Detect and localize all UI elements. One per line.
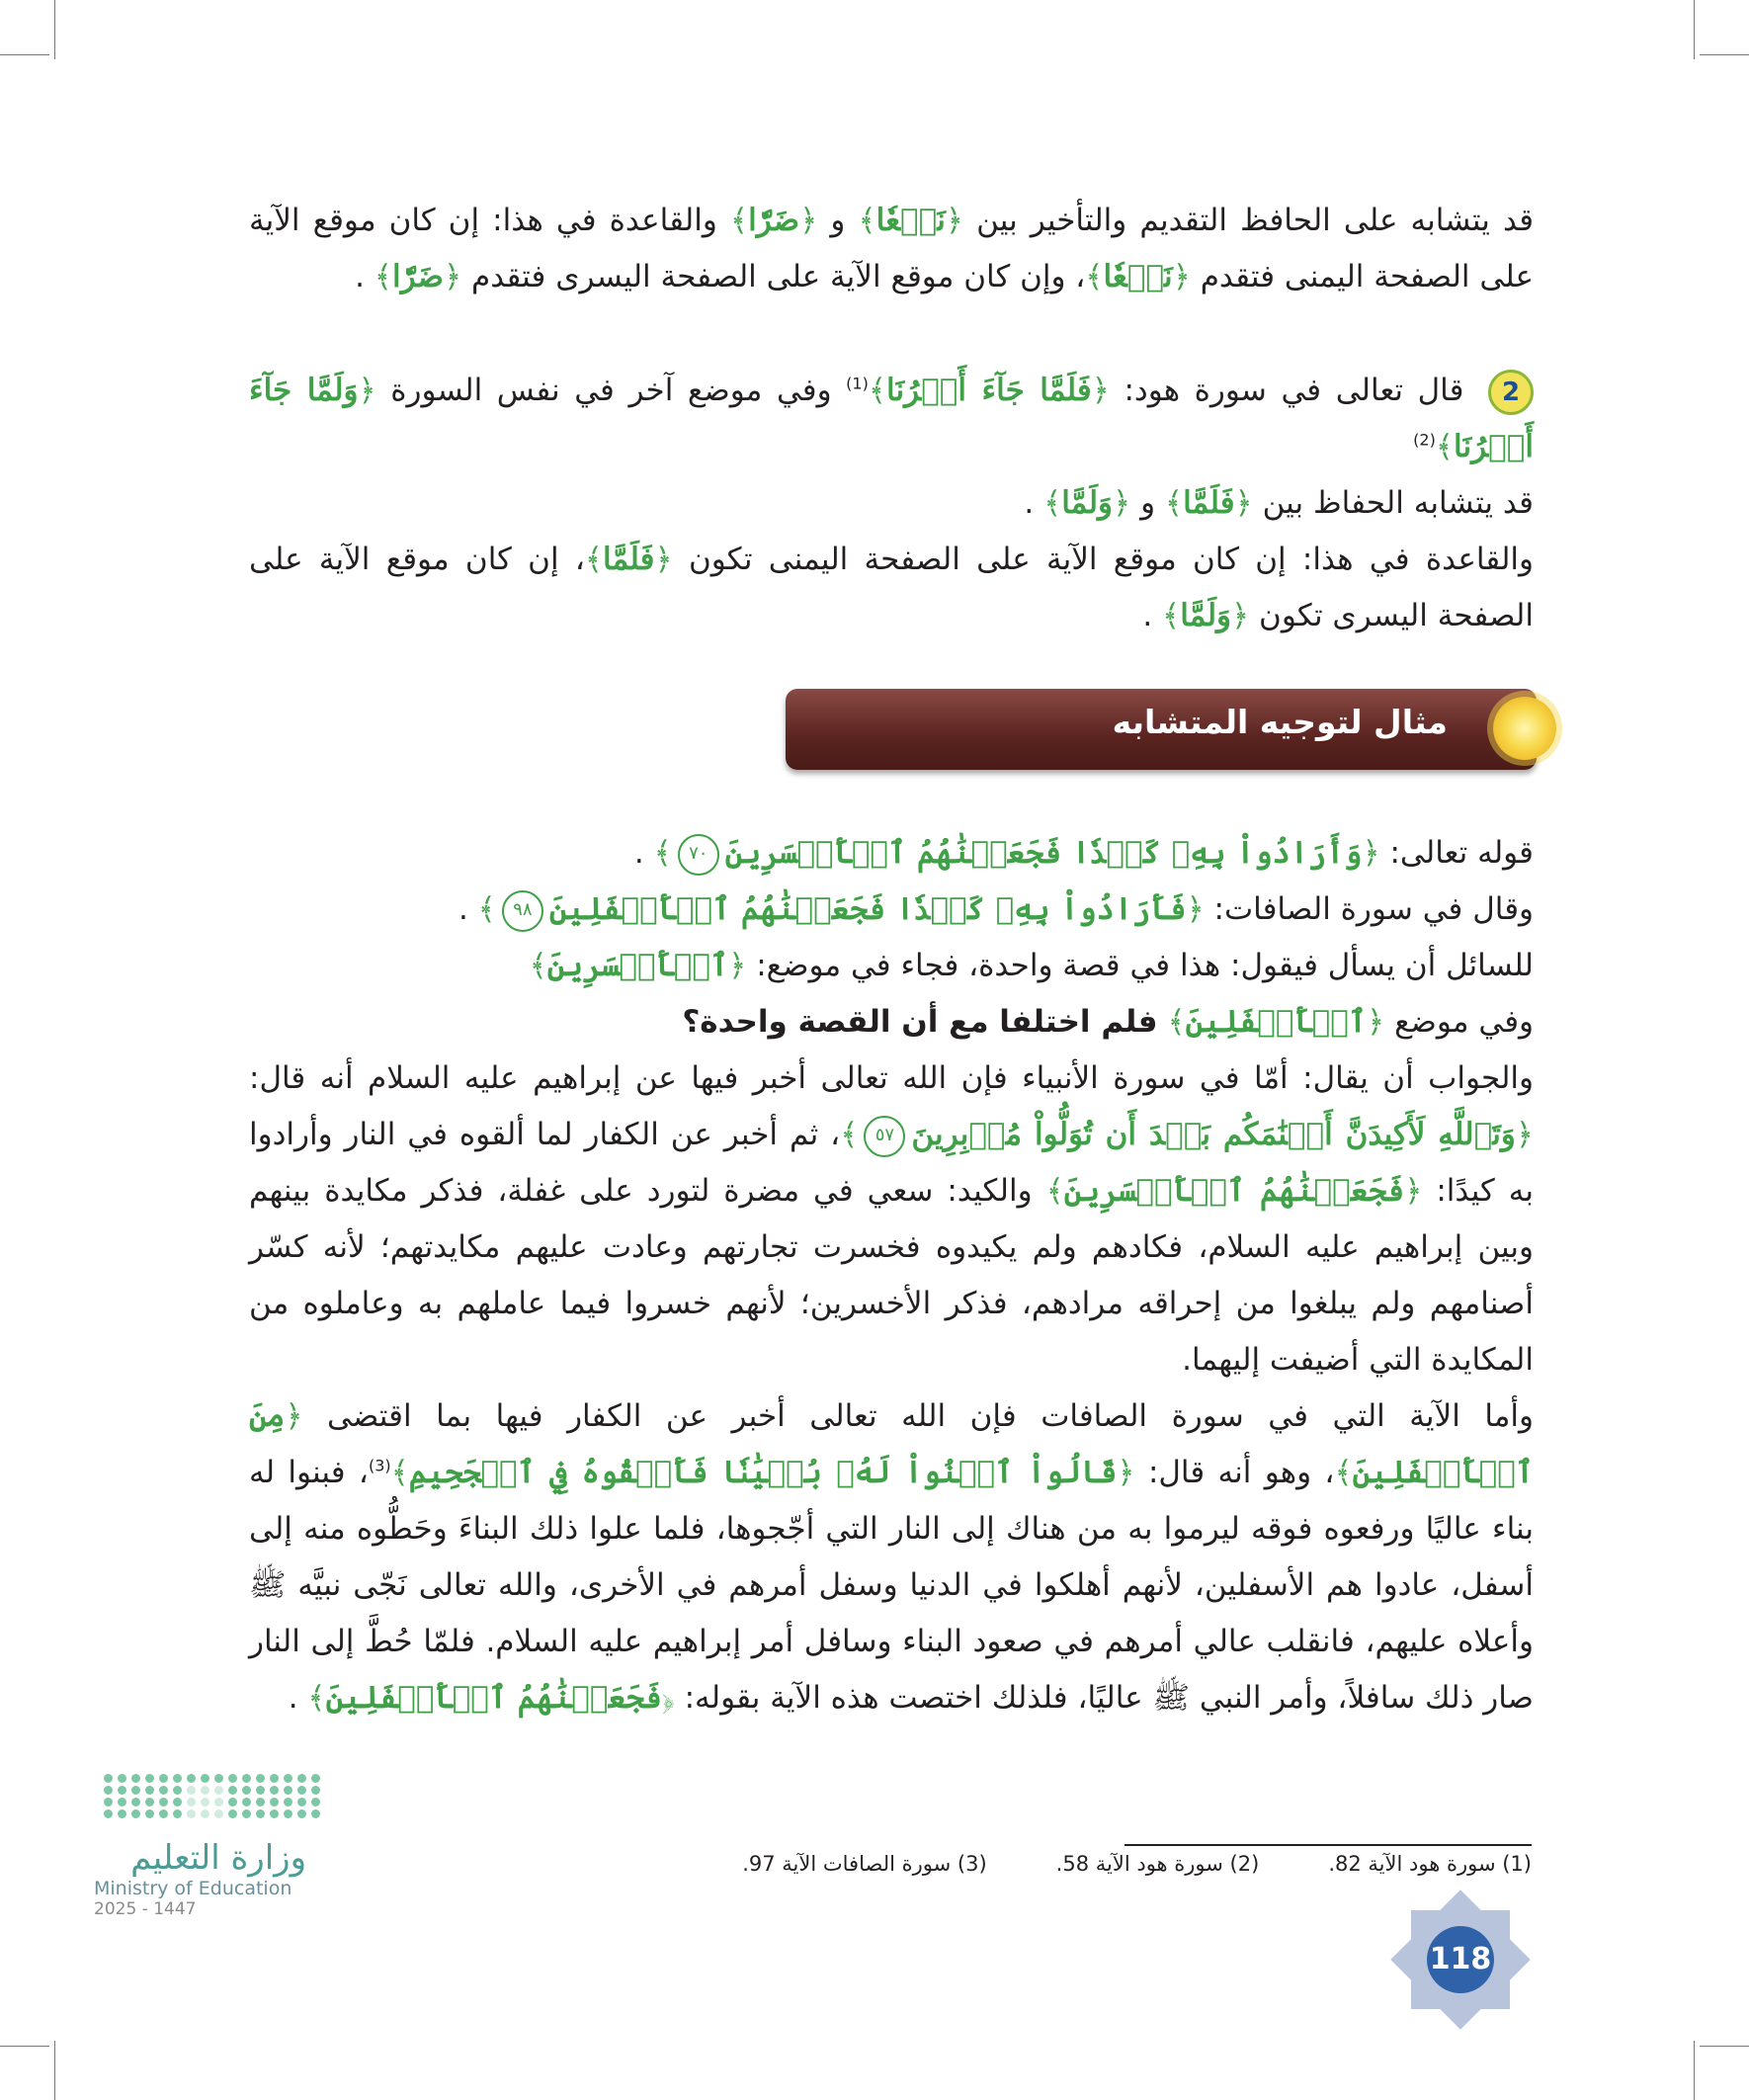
- crop-mark: [54, 0, 55, 59]
- bracket: ﴾: [584, 542, 604, 577]
- logo-dot: [270, 1798, 279, 1806]
- text: .: [1024, 485, 1035, 521]
- logo-dot: [311, 1786, 320, 1795]
- paragraph-1: [249, 193, 1534, 305]
- quran-word: نَفۡعٗا: [1103, 259, 1173, 294]
- logo-dot: [284, 1809, 292, 1818]
- bracket: ﴿: [358, 373, 376, 408]
- crop-mark: [0, 2046, 49, 2047]
- quran-verse: وَأَرَادُواْ بِهِۦ كَيۡدٗا فَجَعَلۡنَٰهُمُ ٱلۡأَخۡسَرِينَ: [724, 835, 1363, 871]
- bracket: ﴿: [444, 259, 462, 294]
- logo-dot: [256, 1798, 265, 1806]
- logo-dot: [145, 1786, 154, 1795]
- bracket: ﴿: [1186, 891, 1205, 927]
- quran-word: ضَرّٗا: [391, 259, 444, 294]
- bracket: ﴿: [1404, 1173, 1423, 1209]
- logo-dot: [311, 1774, 320, 1783]
- bracket: ﴿: [1172, 259, 1191, 294]
- logo-dot: [228, 1774, 237, 1783]
- logo-dot: [118, 1798, 126, 1806]
- main-content: [249, 193, 1534, 644]
- example-line-3: [249, 938, 1534, 994]
- logo-dot: [311, 1798, 320, 1806]
- text: قد يتشابه الحفاظ بين: [1262, 485, 1534, 521]
- footnote-3: (3) سورة الصافات الآية 97.: [742, 1852, 987, 1876]
- bracket: ﴿: [654, 542, 673, 577]
- logo-dot: [173, 1798, 182, 1806]
- logo-dot: [284, 1798, 292, 1806]
- bracket: ﴾: [390, 1455, 409, 1490]
- logo-dot: [311, 1809, 320, 1818]
- logo-dot: [214, 1798, 223, 1806]
- logo-dot: [228, 1786, 237, 1795]
- section-banner: [786, 689, 1537, 770]
- text: والقاعدة في هذا: إن كان موقع الآية على: [249, 203, 1534, 294]
- bracket: ﴿: [945, 203, 964, 238]
- logo-dot: [131, 1786, 140, 1795]
- quran-word: فَلَمَّا: [603, 542, 655, 577]
- footnote-ref: (3): [368, 1456, 391, 1475]
- logo-dot: [297, 1798, 306, 1806]
- logo-dot: [214, 1774, 223, 1783]
- text: والقاعدة في هذا: إن كان موقع الآية على الصفحة اليمنى تكون: [688, 542, 1534, 577]
- page-number-badge: [1403, 1902, 1518, 2017]
- text: قال تعالى في سورة هود:: [1124, 373, 1464, 408]
- bracket: ﴿: [1117, 1455, 1135, 1490]
- quran-verse: وَلَمَّا جَآءَ أَمۡرُنَا: [249, 373, 1534, 464]
- logo-dot: [297, 1809, 306, 1818]
- bracket: ﴾: [1043, 485, 1062, 521]
- logo-dot: [256, 1774, 265, 1783]
- text: الصفحة اليمنى فتقدم: [1200, 259, 1470, 294]
- quran-word: ضَرّٗا: [748, 203, 800, 238]
- logo-dot: [297, 1774, 306, 1783]
- bracket: ﴾: [1162, 598, 1181, 633]
- logo-dot: [270, 1809, 279, 1818]
- bracket: ﴾: [653, 835, 672, 871]
- crop-mark: [1694, 2041, 1695, 2100]
- text: ، وإن كان موقع الآية على الصفحة اليسرى فتقدم: [471, 259, 1086, 294]
- bracket: ﴿: [1231, 598, 1250, 633]
- quran-verse: فَجَعَلۡنَٰهُمُ ٱلۡأَخۡسَرِينَ: [1063, 1173, 1405, 1209]
- logo-dot: [214, 1786, 223, 1795]
- text: اليسرى تكون: [1259, 598, 1428, 633]
- logo-dot: [159, 1774, 168, 1783]
- bracket: ﴾: [477, 891, 496, 927]
- example-content: [249, 825, 1534, 1726]
- logo-dot: [284, 1774, 292, 1783]
- logo-dot: [118, 1774, 126, 1783]
- ministry-logo: [94, 1774, 321, 1919]
- text: للسائل أن يسأل فيقول: هذا في قصة واحدة، فجاء في موضع:: [756, 948, 1534, 983]
- logo-dot: [173, 1774, 182, 1783]
- logo-dot: [256, 1809, 265, 1818]
- logo-dot: [201, 1774, 209, 1783]
- quran-word: مِنَ ٱلۡأَسۡفَلِينَ: [249, 1398, 1535, 1490]
- ayah-number: ٧٠: [678, 834, 719, 876]
- bracket: ﴾: [529, 948, 547, 983]
- logo-dot: [187, 1809, 196, 1818]
- item-number-badge: 2: [1488, 370, 1534, 415]
- crop-mark: [1694, 0, 1695, 59]
- logo-dot: [159, 1809, 168, 1818]
- logo-dot: [297, 1786, 306, 1795]
- sun-icon: [1493, 697, 1556, 760]
- text: قد يتشابه على الحافظ التقديم والتأخير بين: [976, 203, 1535, 238]
- logo-dot: [131, 1809, 140, 1818]
- quran-verse: فَجَعَلۡنَٰهُمُ ٱلۡأَسۡفَلِينَ: [325, 1680, 662, 1716]
- bracket: ﴿: [1367, 1004, 1385, 1040]
- example-line-4: [249, 994, 1534, 1050]
- text: وفي موضع: [1394, 1004, 1534, 1040]
- quran-word: ٱلۡأَخۡسَرِينَ: [546, 948, 729, 983]
- logo-year: 2025 - 1447: [94, 1899, 197, 1919]
- text: والكيد: سعي في مضرة لتورد على غفلة، فذكر مكايدة بينهم وبين إبراهيم عليه السلام، فكادهم ولم يكيدوه فخسرت تجارتهم وعادت عليهم مكايدتهم؛ لأنه كسّر أصنامهم ولم يبلغوا من إحراقه مرادهم، فذكر الأخسرين؛ لأنهم خسروا فيما عاملهم به وعاملوه من المكايدة التي أضيفت إليهما.: [249, 1173, 1534, 1378]
- logo-dot: [228, 1798, 237, 1806]
- quran-verse: قَالُواْ ٱبۡنُواْ لَهُۥ بُنۡيَٰنٗا فَأَلۡقُوهُ فِي ٱلۡجَحِيمِ: [408, 1455, 1118, 1490]
- logo-dot: [118, 1809, 126, 1818]
- bracket: ﴾: [729, 203, 749, 238]
- text: و: [830, 203, 846, 238]
- bracket: ﴿: [1234, 485, 1253, 521]
- logo-dot: [159, 1786, 168, 1795]
- bracket: ﴾: [868, 373, 887, 408]
- logo-dot: [173, 1809, 182, 1818]
- text: .: [288, 1680, 298, 1716]
- bracket: ﴿: [661, 1680, 675, 1716]
- saffat-paragraph: [249, 1388, 1534, 1726]
- text: وفي موضع آخر في نفس السورة: [390, 373, 832, 408]
- text: و: [1140, 485, 1156, 521]
- bracket: ﴾: [1435, 429, 1454, 464]
- logo-dot: [284, 1786, 292, 1795]
- logo-dot: [201, 1809, 209, 1818]
- item-2: [249, 363, 1534, 644]
- bracket: ﴿: [799, 203, 818, 238]
- logo-dot: [242, 1786, 251, 1795]
- text: ، ثم أخبر عن الكفار لما ألقوه في النار وأرادوا به كيدًا:: [249, 1117, 1535, 1209]
- text: ، وهو أنه قال:: [1147, 1455, 1335, 1490]
- text: .: [633, 835, 644, 871]
- crop-mark: [1700, 2046, 1749, 2047]
- text: .: [355, 259, 365, 294]
- logo-dot: [214, 1809, 223, 1818]
- bracket: ﴾: [1334, 1455, 1353, 1490]
- crop-mark: [54, 2041, 55, 2100]
- quran-verse: وَتَٱللَّهِ لَأَكِيدَنَّ أَصۡنَٰمَكُم بَعۡدَ أَن تُوَلُّواْ مُدۡبِرِينَ: [911, 1117, 1516, 1152]
- logo-dot: [104, 1809, 113, 1818]
- logo-dot: [159, 1798, 168, 1806]
- bracket: ﴾: [1167, 1004, 1186, 1040]
- bracket: ﴿: [728, 948, 747, 983]
- crop-mark: [1700, 54, 1749, 55]
- quran-word: فَلَمَّا: [1183, 485, 1235, 521]
- bracket: ﴿: [1362, 835, 1380, 871]
- footnote-ref: (2): [1413, 430, 1436, 450]
- text: وأما الآية التي في سورة الصافات فإن الله تعالى أخبر عن الكفار فيها بما اقتضى: [327, 1398, 1534, 1434]
- quran-word: وَلَمَّا: [1180, 598, 1232, 633]
- logo-dot: [131, 1798, 140, 1806]
- logo-dot: [187, 1786, 196, 1795]
- footnote-1: (1) سورة هود الآية 82.: [1328, 1852, 1532, 1876]
- logo-dot: [242, 1809, 251, 1818]
- logo-dot: [201, 1798, 209, 1806]
- crop-mark: [0, 54, 49, 55]
- bracket: ﴾: [840, 1117, 859, 1152]
- quran-word: وَلَمَّا: [1061, 485, 1114, 521]
- logo-dot: [187, 1798, 196, 1806]
- section-title: مثال لتوجيه المتشابه: [1112, 703, 1448, 741]
- logo-dot: [256, 1786, 265, 1795]
- text: وقال في سورة الصافات:: [1213, 891, 1534, 927]
- logo-dot: [131, 1774, 140, 1783]
- ayah-number: ٥٧: [864, 1116, 905, 1157]
- bracket: ﴿: [1113, 485, 1131, 521]
- logo-dot: [104, 1798, 113, 1806]
- logo-english: Ministry of Education: [94, 1878, 292, 1899]
- text: ، فبنوا له بناء عاليًا ورفعوه فوقه ليرموا به من هناك إلى النار التي أجّجوها، فلما علوا ذلك البناءَ وحَطُّوه منه إلى أسفل، عادوا هم الأسفلين، لأنهم أهلكوا في الدنيا وسفل أمرهم في الأخرى، والله تعالى نَجّى نبيَّه ﷺ وأعلاه عليهم، فانقلب عالي أمرهم في صعود البناء وسافل أمر إبراهيم عليه السلام. فلمّا حُطَّ إلى النار صار ذلك سافلاً، وأمر النبي ﷺ عاليًا، فلذلك اختصت هذه الآية بقوله:: [249, 1455, 1534, 1716]
- bracket: ﴾: [1085, 259, 1104, 294]
- footnote-2: (2) سورة هود الآية 58.: [1055, 1852, 1260, 1876]
- logo-dot: [145, 1798, 154, 1806]
- ayah-number: ٩٨: [502, 890, 543, 932]
- bracket: ﴾: [1045, 1173, 1064, 1209]
- page-number: 118: [1427, 1926, 1494, 1993]
- logo-dot: [173, 1786, 182, 1795]
- logo-dot: [242, 1774, 251, 1783]
- bracket: ﴿: [1091, 373, 1110, 408]
- logo-dot: [270, 1774, 279, 1783]
- logo-arabic: وزارة التعليم: [130, 1838, 306, 1878]
- text: قوله تعالى:: [1389, 835, 1534, 871]
- footnote-ref: (1): [846, 374, 869, 393]
- bracket: ﴾: [1164, 485, 1184, 521]
- text: ، إن كان موقع الآية على الصفحة: [249, 542, 1534, 633]
- logo-dot: [270, 1786, 279, 1795]
- footnote-divider: [1124, 1844, 1532, 1846]
- text: والجواب أن يقال: أمّا في سورة الأنبياء فإن الله تعالى أخبر فيها عن إبراهيم عليه السلام أنه قال:: [249, 1060, 1534, 1096]
- quran-verse: فَأَرَادُواْ بِهِۦ كَيۡدٗا فَجَعَلۡنَٰهُمُ ٱلۡأَسۡفَلِينَ: [548, 891, 1187, 927]
- quran-verse: فَلَمَّا جَآءَ أَمۡرُنَا: [886, 373, 1092, 408]
- logo-dot: [145, 1809, 154, 1818]
- footnotes: [692, 1852, 1532, 1876]
- logo-dot: [104, 1786, 113, 1795]
- bracket: ﴾: [307, 1680, 326, 1716]
- logo-dot: [201, 1786, 209, 1795]
- answer-paragraph: [249, 1050, 1534, 1388]
- logo-dot: [242, 1798, 251, 1806]
- bracket: ﴾: [858, 203, 876, 238]
- example-line-2: [249, 882, 1534, 938]
- logo-dot: [145, 1774, 154, 1783]
- bracket: ﴾: [374, 259, 392, 294]
- logo-dot: [104, 1774, 113, 1783]
- logo-dot: [187, 1774, 196, 1783]
- question-text: فلم اختلفا مع أن القصة واحدة؟: [682, 1004, 1158, 1040]
- text: .: [458, 891, 468, 927]
- logo-dot: [118, 1786, 126, 1795]
- logo-dots: [104, 1774, 321, 1818]
- bracket: ﴿: [285, 1398, 303, 1434]
- bracket: ﴿: [1515, 1117, 1535, 1152]
- quran-word: ٱلۡأَسۡفَلِينَ: [1185, 1004, 1368, 1040]
- logo-dot: [228, 1809, 237, 1818]
- quran-word: نَفۡعٗا: [875, 203, 946, 238]
- example-line-1: [249, 825, 1534, 882]
- text: .: [1142, 598, 1153, 633]
